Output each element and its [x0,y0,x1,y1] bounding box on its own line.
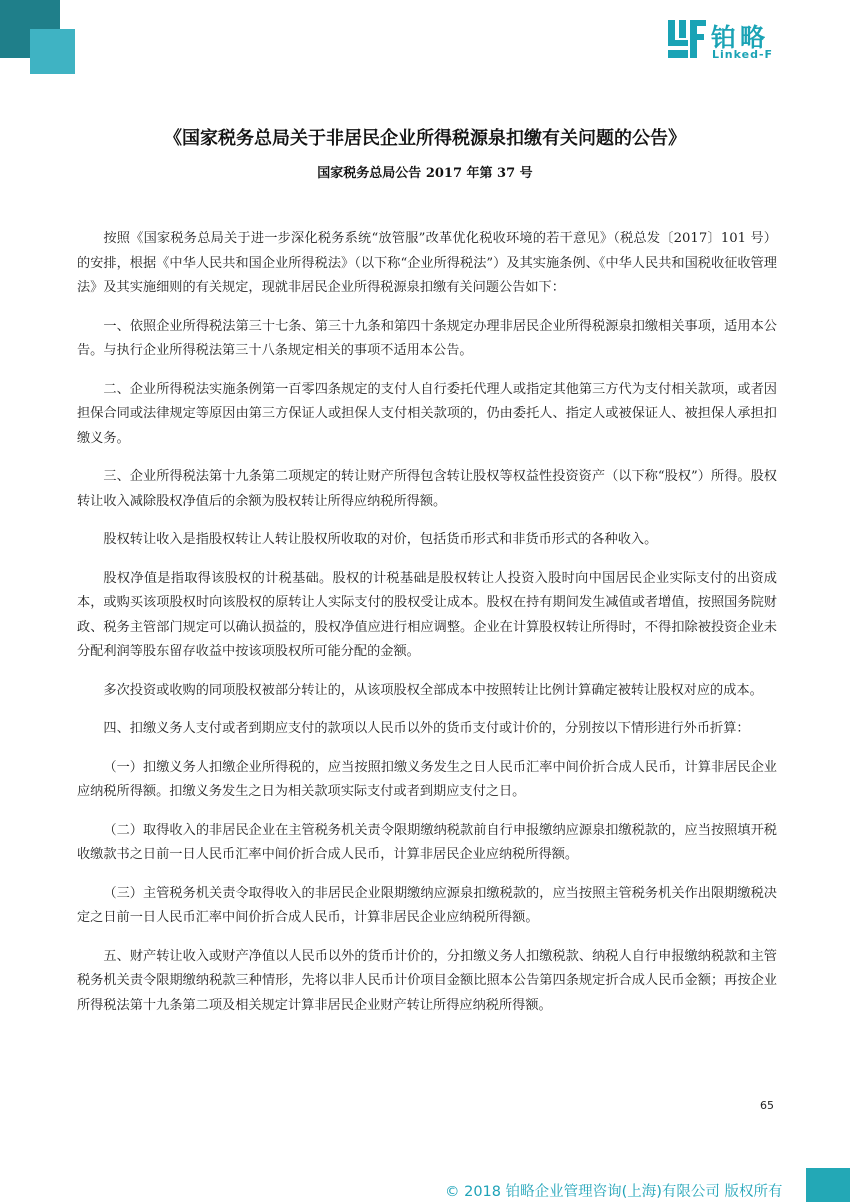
paragraph-intro: 按照《国家税务总局关于进一步深化税务系统“放管服”改革优化税收环境的若干意见》（税总发〔2017〕101 号）的安排，根据《中华人民共和国企业所得税法》（以下称“企业所得税法”）及其实施条例、《中华人民共和国税收征收管理法》及其实施细则的有关规定，现就非居民企业所得税源泉扣缴有关问题公告如下： [77,231,777,295]
corner-decoration-bottom-right [806,1168,850,1202]
logo-mark-icon [668,20,706,58]
logo-english-text: Linked-F [712,48,774,61]
copyright-footer: © 2018 铂略企业管理咨询(上海)有限公司 版权所有 [445,1184,783,1200]
paragraph-article-3: 三、企业所得税法第十九条第二项规定的转让财产所得包含转让股权等权益性投资资产（以下称“股权”）所得。股权转让收入减除股权净值后的余额为股权转让所得应纳税所得额。 [77,469,777,509]
paragraph-article-4-item-2: （二）取得收入的非居民企业在主管税务机关责令限期缴纳税款前自行申报缴纳应源泉扣缴税款的，应当按照填开税收缴款书之日前一日人民币汇率中间价折合成人民币，计算非居民企业应纳税所得额。 [77,822,777,862]
corner-decoration-light [30,29,75,74]
paragraph-article-4-item-1: （一）扣缴义务人扣缴企业所得税的，应当按照扣缴义务发生之日人民币汇率中间价折合成人民币，计算非居民企业应纳税所得额。扣缴义务发生之日为相关款项实际支付或者到期应支付之日。 [77,759,777,799]
paragraph-article-1: 一、依照企业所得税法第三十七条、第三十九条和第四十条规定办理非居民企业所得税源泉扣缴相关事项，适用本公告。与执行企业所得税法第三十八条规定相关的事项不适用本公告。 [77,318,777,358]
paragraph-article-2: 二、企业所得税法实施条例第一百零四条规定的支付人自行委托代理人或指定其他第三方代为支付相关款项，或者因担保合同或法律规定等原因由第三方保证人或担保人支付相关款项的，仍由委托人、指定人或被保证人、被担保人承担扣缴义务。 [77,381,777,446]
paragraph-equity-net-value: 股权净值是指取得该股权的计税基础。股权的计税基础是股权转让人投资入股时向中国居民企业实际支付的出资成本，或购买该项股权时向该股权的原转让人实际支付的股权受让成本。股权在持有期间发生减值或者增值，按照国务院财政、税务主管部门规定可以确认损益的，股权净值应进行相应调整。企业在计算股权转让所得时，不得扣除被投资企业未分配利润等股东留存收益中按该项股权所可能分配的金额。 [77,570,777,659]
paragraph-article-4: 四、扣缴义务人支付或者到期应支付的款项以人民币以外的货币支付或计价的，分别按以下情形进行外币折算： [103,721,750,736]
brand-logo [668,18,798,62]
paragraph-equity-transfer-income: 股权转让收入是指股权转让人转让股权所收取的对价，包括货币形式和非货币形式的各种收入。 [103,532,658,547]
paragraph-partial-transfer: 多次投资或收购的同项股权被部分转让的，从该项股权全部成本中按照转让比例计算确定被转让股权对应的成本。 [103,682,763,698]
logo-chinese-text: 铂略 [711,23,770,52]
paragraph-article-4-item-3: （三）主管税务机关责令取得收入的非居民企业限期缴纳应源泉扣缴税款的，应当按照主管税务机关作出限期缴税决定之日前一日人民币汇率中间价折合成人民币，计算非居民企业应纳税所得额。 [77,885,777,925]
document-subtitle: 国家税务总局公告 2017 年第 37 号 [317,166,533,181]
paragraph-article-5: 五、财产转让收入或财产净值以人民币以外的货币计价的，分扣缴义务人扣缴税款、纳税人自行申报缴纳税款和主管税务机关责令限期缴纳税款三种情形，先将以非人民币计价项目金额比照本公告第四条规定折合成人民币金额；再按企业所得税法第十九条第二项及相关规定计算非居民企业财产转让所得应纳税所得额。 [77,948,777,1013]
document-body [77,227,777,1032]
page-number: 65 [760,1099,774,1112]
document-title: 《国家税务总局关于非居民企业所得税源泉扣缴有关问题的公告》 [164,128,686,149]
